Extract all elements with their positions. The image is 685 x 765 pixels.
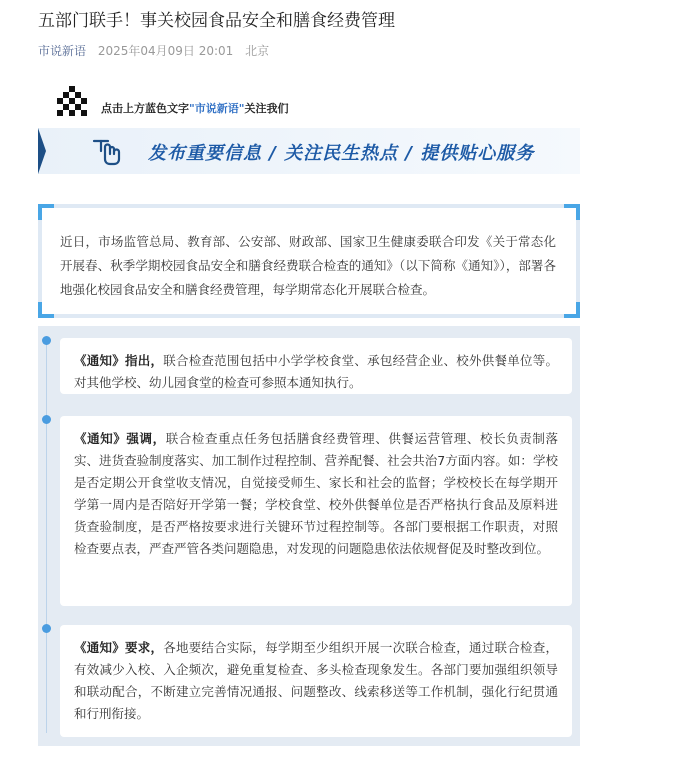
point-text: 联合检查范围包括中小学学校食堂、承包经营企业、校外供餐单位等。对其他学校、幼儿园食堂的检查可参照本通知执行。 <box>74 353 558 390</box>
corner-decoration <box>564 302 580 318</box>
corner-decoration <box>38 204 54 220</box>
point-lead: 《通知》强调， <box>74 431 166 446</box>
banner-triangle <box>38 128 46 174</box>
intro-paragraph: 近日，市场监管总局、教育部、公安部、财政部、国家卫生健康委联合印发《关于常态化开展春、秋季学期校园食品安全和膳食经费联合检查的通知》（以下简称《通知》），部署各地强化校园食品安全和膳食经费管理，每学期常态化开展联合检查。 <box>60 234 556 297</box>
publish-date: 2025年04月09日 20:01 <box>97 44 234 58</box>
timeline-dot <box>42 336 51 345</box>
pointing-hand-icon <box>90 135 122 167</box>
article-meta <box>38 42 269 59</box>
corner-decoration <box>564 204 580 220</box>
follow-text: 点击上方蓝色文字"市说新语"关注我们 <box>101 102 289 115</box>
corner-decoration <box>38 302 54 318</box>
timeline-dot <box>42 415 51 424</box>
slogan-banner <box>38 128 580 174</box>
pixel-logo-icon <box>54 86 90 116</box>
point-text: 联合检查重点任务包括膳食经费管理、供餐运营管理、校长负责制落实、进货查验制度落实、加工制作过程控制、营养配餐、社会共治7方面内容。如：学校是否定期公开食堂收支情况，自觉接受师生、家长和社会的监督；学校校长在每学期开学第一周内是否陪好开学第一餐；学校食堂、校外供餐单位是否严格执行食品及原料进货查验制度，是否严格按要求进行关键环节过程控制等。各部门要根据工作职责，对照检查要点表，严查严管各类问题隐患，对发现的问题隐患依法依规督促及时整改到位。 <box>74 431 558 556</box>
intro-box <box>38 204 580 318</box>
point-text: 各地要结合实际，每学期至少组织开展一次联合检查，通过联合检查，有效减少入校、入企频次，避免重复检查、多头检查现象发生。各部门要加强组织领导和联动配合，不断建立完善情况通报、问题整改、线索移送等工作机制，强化行纪贯通和行刑衔接。 <box>74 640 558 721</box>
article-title: 五部门联手！事关校园食品安全和膳食经费管理 <box>38 11 395 31</box>
key-points-panel <box>38 326 580 746</box>
slogan-text: 发布重要信息 / 关注民生热点 / 提供贴心服务 <box>148 143 535 164</box>
point-card-2 <box>60 416 572 606</box>
point-lead: 《通知》指出， <box>74 353 164 368</box>
point-card-3 <box>60 625 572 737</box>
timeline-dot <box>42 624 51 633</box>
account-name-link[interactable]: 市说新语 <box>38 44 87 58</box>
point-card-1 <box>60 338 572 394</box>
follow-account-link[interactable]: "市说新语" <box>189 102 245 115</box>
point-lead: 《通知》要求， <box>74 640 164 655</box>
timeline-line <box>46 338 47 733</box>
publish-location: 北京 <box>245 44 270 58</box>
